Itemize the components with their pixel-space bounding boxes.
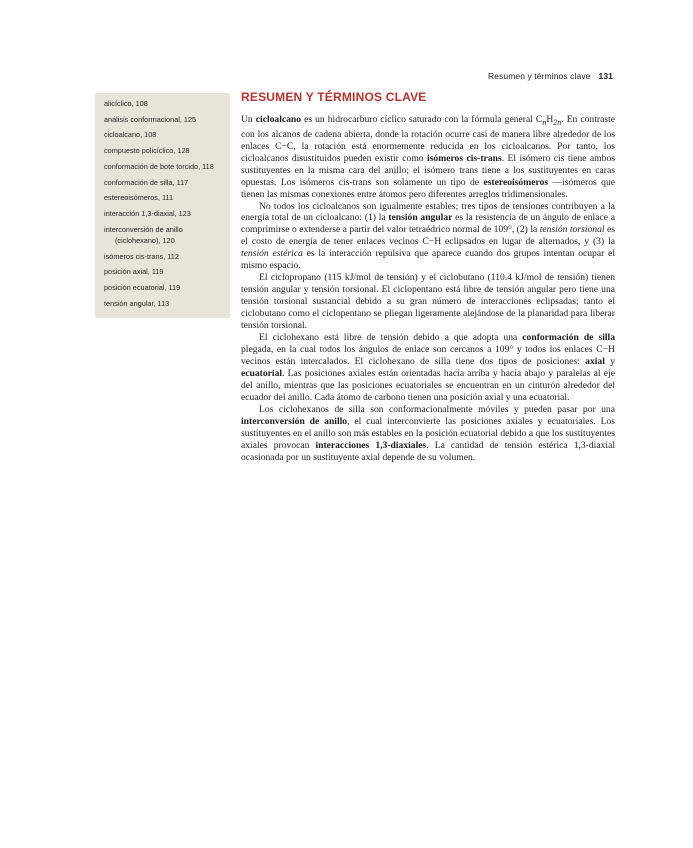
key-term-highlight: ecuatorial bbox=[241, 367, 283, 379]
summary-paragraph-4: El ciclohexano está libre de tensión debido a que adopta una conformación de silla plegada, en la cual todos los ángulos de enlace son cercanos a 109° y todos los enlaces C−H vecinos están intercalados. El ciclohexano de silla tiene dos tipos de posiciones: axial y ecuatorial. Las posiciones axiales están orientadas hacia arriba y hacia abajo y paralelas al eje del anillo, mientras que las posiciones ecuatoriales se encuentran en un cinturón alrededor del ecuador del anillo. Cada átomo de carbono tienen una posición axial y una ecuatorial. bbox=[241, 332, 615, 403]
key-term-highlight: interacciones 1,3-diaxiales bbox=[315, 439, 427, 451]
key-term-highlight: interconversión de anillo bbox=[241, 415, 348, 427]
key-term: compuesto policíclico, 128 bbox=[104, 146, 190, 156]
key-term-highlight: estereoisómeros bbox=[483, 176, 549, 188]
running-header bbox=[488, 71, 613, 81]
key-term: conformación de bote torcido, 118 bbox=[104, 161, 214, 171]
key-term: análisis conformacional, 125 bbox=[104, 114, 197, 124]
summary-section bbox=[241, 92, 615, 464]
summary-paragraph-3: El ciclopropano (115 kJ/mol de tensión) y el ciclobutano (110.4 kJ/mol de tensión) tienen tensión angular y tensión torsional. El ciclopentano está libre de tensión angular pero tiene una tensión torsional sustancial debido a su gran número de interacciones eclipsadas; tanto el ciclobutano como el ciclopentano se pliegan ligeramente alejándose de la planaridad para liberar tensión torsional. bbox=[241, 272, 615, 332]
page-number: 131 bbox=[598, 71, 613, 81]
summary-paragraph-5: Los ciclohexanos de silla son conformacionalmente móviles y pueden pasar por una interconversión de anillo, el cual interconvierte las posiciones axiales y ecuatoriales. Los sustituyentes en el anillo son más estables en la posición ecuatorial debido a que los sustituyentes axiales provocan interacciones 1,3-diaxiales. La cantidad de tensión estérica 1,3-diaxial ocasionada por un sustituyente axial depende de su volumen. bbox=[241, 403, 615, 463]
key-term-highlight: cicloalcano bbox=[255, 113, 302, 125]
key-term: estereoisómeros, 111 bbox=[104, 193, 174, 203]
key-term: tensión angular, 113 bbox=[104, 298, 170, 308]
running-title: Resumen y términos clave bbox=[487, 71, 591, 81]
summary-paragraph-1: Un cicloalcano es un hidrocarburo cíclico saturado con la fórmula general $C_nH_{2n}$. En contraste con los alcanos de cadena abierta, donde la rotación ocurre casi de manera libre alrededor de los enlaces C−C, la rotación está enormemente reducida en los cicloalcanos. Por tanto, los cicloalcanos disustituidos pueden existir como isómeros cis-trans. El isómero cis tiene ambos sustituyentes en la misma cara del anillo; el isómero trans tiene a los sustituyentes en caras opuestas. Los isómeros cis-trans son solamente un tipo de estereoisómeros —isómeros que tienen las mismas conexiones entre átomos pero diferentes arreglos tridimensionales. bbox=[241, 113, 616, 200]
key-term: isómeros cis-trans, 112 bbox=[104, 251, 179, 261]
key-term: conformación de silla, 117 bbox=[104, 177, 189, 187]
key-term-highlight: tensión angular bbox=[388, 212, 453, 224]
key-term-highlight: conformación de silla bbox=[522, 332, 615, 344]
key-term: cicloalcano, 108 bbox=[104, 130, 157, 140]
key-term: alicíclico, 108 bbox=[104, 99, 148, 108]
key-term: posición axial, 119 bbox=[104, 267, 164, 277]
key-term-highlight: isómeros cis-trans bbox=[427, 152, 502, 164]
key-term: posición ecuatorial, 119 bbox=[104, 283, 181, 293]
key-term-highlight: axial bbox=[585, 355, 605, 367]
summary-paragraph-2: No todos los cicloalcanos son igualmente estables; tres tipos de tensiones contribuyen a la energía total de un cicloalcano: (1) la tensión angular es la resistencia de un ángulo de enlace a comprimirse o extenderse a partir del valor tetraédrico normal de 109°, (2) la tensión torsional es el costo de energía de tener enlaces vecinos C−H eclipsados en lugar de alternados, y (3) la tensión estérica es la interacción repulsiva que aparece cuando dos grupos intentan ocupar el mismo espacio. bbox=[241, 200, 616, 272]
section-title: RESUMEN Y TÉRMINOS CLAVE bbox=[241, 90, 427, 104]
key-term: interacción 1,3-diaxial, 123 bbox=[104, 209, 191, 219]
key-term: interconversión de anillo (ciclohexano), 120 bbox=[104, 224, 183, 245]
key-terms-sidebar bbox=[95, 93, 230, 318]
